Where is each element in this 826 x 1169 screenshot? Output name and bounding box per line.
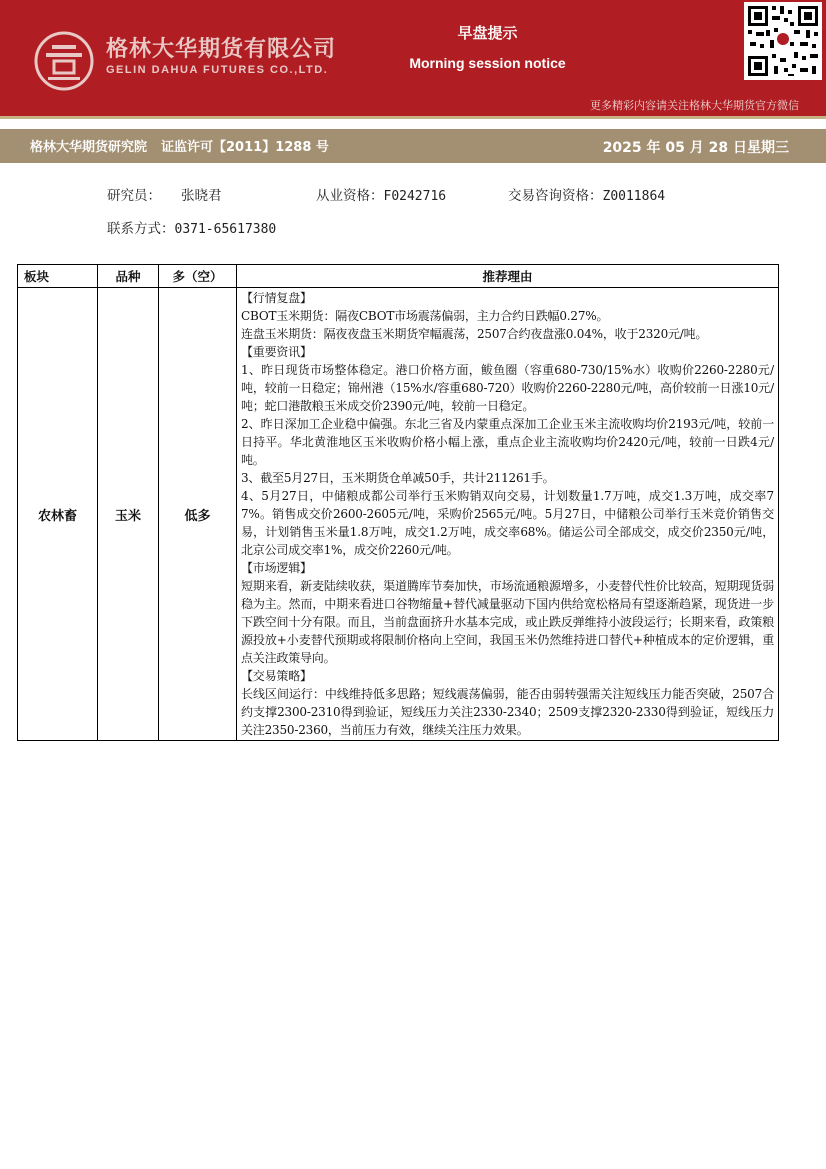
report-title-en: Morning session notice — [409, 55, 566, 71]
contact-label: 联系方式： — [107, 221, 175, 237]
table-header-row — [18, 265, 779, 288]
qualification-row — [316, 184, 446, 204]
license-number: 证监许可【2011】1288 号 — [161, 140, 329, 155]
cell-reason — [237, 288, 779, 741]
header-sector: 板块 — [18, 265, 98, 288]
analyst-name-row — [107, 184, 222, 204]
header-reason: 推荐理由 — [237, 265, 779, 288]
paragraph-news-1: 1、昨日现货市场整体稳定。港口价格方面，鲅鱼圈（容重680-730/15%水）收购价2260-2280元/吨，较前一日稳定；锦州港（15%水/容重680-720）收购价2260-2280元/吨，高价较前一日涨10元/吨；蛇口港散粮玉米成交价2390元/吨，较前一日稳定。 — [241, 363, 774, 413]
company-logo-icon — [34, 31, 94, 91]
wechat-qr-code-icon — [744, 2, 822, 80]
paragraph-news-4: 4、5月27日，中储粮成都公司举行玉米购销双向交易，计划数量1.7万吨，成交1.3万吨，成交率77%。销售成交价2600-2605元/吨，采购价2565元/吨。5月27日，中储粮公司举行玉米竞价销售交易，计划销售玉米量1.8万吨，成交1.2万吨，成交率68%。储运公司全部成交，成交价2350元/吨，北京公司成交率1%，成交价2260元/吨。 — [241, 489, 774, 557]
paragraph-news-3: 3、截至5月27日，玉米期货仓单减50手，共计211261手。 — [241, 471, 555, 485]
consult-label: 交易咨询资格： — [508, 188, 603, 204]
header-direction: 多（空） — [159, 265, 237, 288]
consult-qualification-row — [508, 184, 665, 204]
contact-row — [107, 217, 276, 237]
report-title-cn: 早盘提示 — [457, 24, 518, 42]
header-variety: 品种 — [98, 265, 159, 288]
brand-name-en: GELIN DAHUA FUTURES CO.,LTD. — [106, 64, 329, 76]
paragraph-news-2: 2、昨日深加工企业稳中偏强。东北三省及内蒙重点深加工企业玉米主流收购均价2193元/吨，较前一日持平。华北黄淮地区玉米收购价格小幅上涨，重点企业主流收购均价2420元/吨，较前一日跌4元/吨。 — [241, 417, 774, 467]
wechat-follow-note: 更多精彩内容请关注格林大华期货官方微信 — [590, 99, 799, 112]
header-divider — [0, 116, 826, 119]
institute-name: 格林大华期货研究院 — [30, 140, 148, 155]
consult-number: Z0011864 — [602, 189, 666, 204]
section-title-strategy: 【交易策略】 — [241, 669, 312, 683]
recommendation-table — [17, 264, 779, 741]
table-row — [18, 288, 779, 741]
section-title-logic: 【市场逻辑】 — [241, 561, 312, 575]
analyst-name: 张晓君 — [181, 188, 222, 204]
paragraph-strategy: 长线区间运行：中线维持低多思路；短线震荡偏弱，能否由弱转强需关注短线压力能否突破，2507合约支撑2300-2310得到验证，短线压力关注2330-2340；2509支撑2320-2330得到验证，短线压力关注2350-2360，当前压力有效，继续关注压力效果。 — [241, 687, 774, 737]
qualification-label: 从业资格： — [316, 188, 384, 204]
report-date: 2025 年 05 月 28 日星期三 — [602, 140, 789, 156]
section-title-news: 【重要资讯】 — [241, 345, 312, 359]
analyst-label: 研究员： — [107, 188, 161, 204]
qualification-number: F0242716 — [383, 189, 447, 204]
paragraph-dalian: 连盘玉米期货：隔夜夜盘玉米期货窄幅震荡，2507合约夜盘涨0.04%，收于2320元/吨。 — [241, 327, 708, 341]
section-title-review: 【行情复盘】 — [241, 291, 312, 305]
contact-phone: 0371-65617380 — [174, 222, 277, 237]
cell-sector: 农林畜 — [18, 288, 98, 741]
info-bar — [0, 129, 826, 163]
cell-direction: 低多 — [159, 288, 237, 741]
cell-variety: 玉米 — [98, 288, 159, 741]
paragraph-logic: 短期来看，新麦陆续收获，渠道腾库节奏加快，市场流通粮源增多，小麦替代性价比较高，短期现货弱稳为主。然而，中期来看进口谷物缩量+替代减量驱动下国内供给宽松格局有望逐渐趋紧，现货进一步下跌空间十分有限。而且，当前盘面挤升水基本完成，或止跌反弹维持小波段运行；长期来看，政策粮源投放+小麦替代预期或将限制价格向上空间，我国玉米仍然维持进口替代+种植成本的定价逻辑，重点关注政策导向。 — [241, 579, 774, 665]
paragraph-cbot: CBOT玉米期货：隔夜CBOT市场震荡偏弱，主力合约日跌幅0.27%。 — [241, 309, 609, 323]
brand-name-cn: 格林大华期货有限公司 — [106, 37, 337, 62]
